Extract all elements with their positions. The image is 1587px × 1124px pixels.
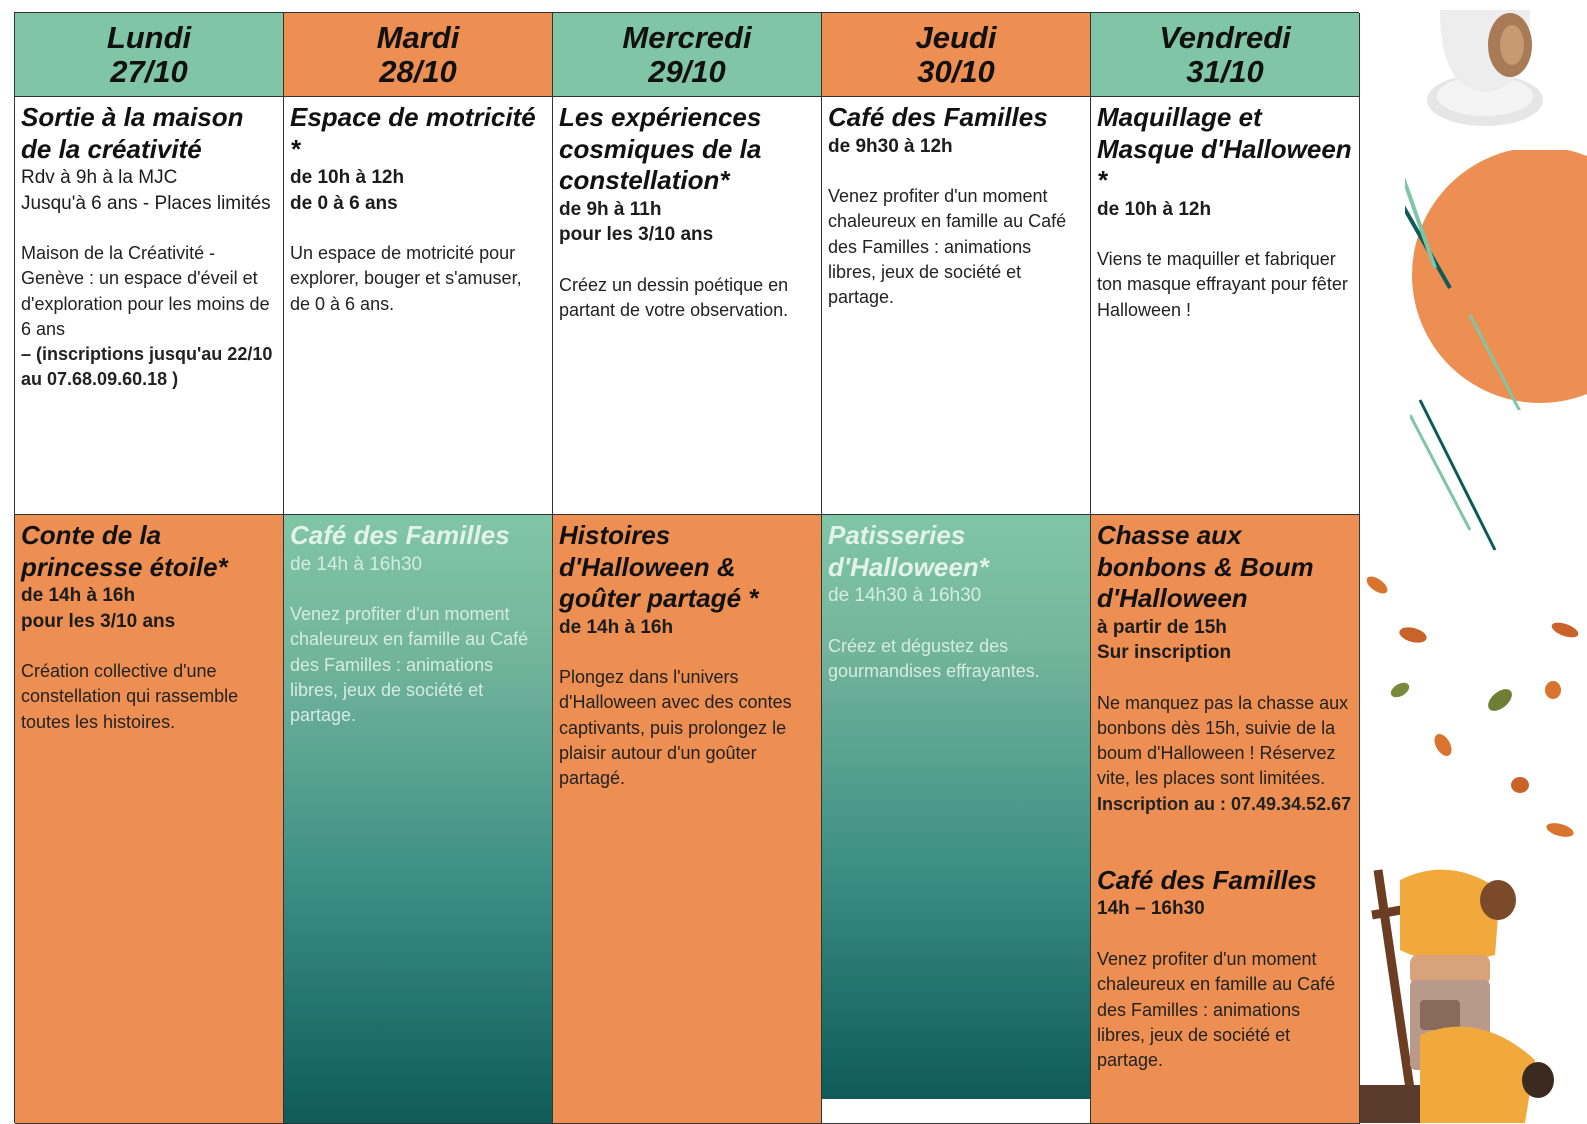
activity-audience: pour les 3/10 ans: [559, 224, 714, 245]
day-date: 30/10: [917, 53, 995, 89]
activity-description: Ne manquez pas la chasse aux bonbons dès 15h, suivie de la boum d'Halloween ! Réservez vite, les places sont limitées.: [1097, 692, 1349, 789]
afternoon-activity-vendredi: [1091, 515, 1360, 1124]
activity-time: Rdv à 9h à la MJC: [21, 167, 178, 188]
day-name: Vendredi: [1159, 19, 1291, 55]
activity-description: Venez profiter d'un moment chaleureux en famille au Café des Familles : animations libres, jeux de société et partage.: [828, 186, 1067, 308]
activity-audience: pour les 3/10 ans: [21, 610, 176, 632]
morning-activity-lundi: [15, 97, 284, 515]
activity-time: de 14h30 à 16h30: [828, 585, 982, 606]
accent-lines: [1410, 390, 1510, 560]
day-name: Mardi: [376, 19, 460, 55]
day-name: Lundi: [106, 19, 192, 55]
activity-title: Patisseries d'Halloween*: [828, 520, 989, 582]
day-date: 28/10: [379, 53, 457, 89]
activity-title: Maquillage et Masque d'Halloween *: [1097, 102, 1352, 195]
morning-activity-jeudi: [822, 97, 1091, 515]
activity-registration: Inscription au : 07.49.34.52.67: [1097, 793, 1352, 814]
activity-description: Plongez dans l'univers d'Halloween avec des contes captivants, puis prolongez le plaisir autour d'un goûter partagé.: [559, 667, 792, 789]
day-name: Mercredi: [622, 19, 752, 55]
morning-activity-mardi: [284, 97, 553, 515]
second-activity-title: Café des Familles: [1097, 864, 1317, 895]
activity-description: Venez profiter d'un moment chaleureux en famille au Café des Familles : animations libres, jeux de société et partage.: [290, 604, 529, 726]
activity-title: Histoires d'Halloween & goûter partagé *: [559, 520, 759, 613]
activity-time: de 9h à 11h: [559, 198, 662, 220]
day-date: 31/10: [1186, 53, 1264, 89]
activity-registration: – (inscriptions jusqu'au 22/10 au 07.68.09.60.18 ): [21, 344, 273, 390]
day-date: 29/10: [648, 53, 726, 89]
activity-audience: de 0 à 6 ans: [290, 192, 398, 214]
activity-time: de 9h30 à 12h: [828, 135, 953, 157]
activity-audience: Jusqu'à 6 ans - Places limités: [21, 192, 271, 214]
activity-description: Maison de la Créativité - Genève : un espace d'éveil et d'exploration pour les moins de 6 ans: [21, 243, 270, 339]
second-activity-time: 14h – 16h30: [1097, 898, 1205, 920]
coffee-cup-illustration: [1420, 0, 1550, 135]
activity-time: à partir de 15h: [1097, 616, 1227, 638]
day-header-vendredi: [1091, 13, 1360, 97]
day-header-jeudi: [822, 13, 1091, 97]
activity-title: Espace de motricité *: [290, 102, 536, 164]
day-date: 27/10: [110, 53, 188, 89]
activity-title: Conte de la princesse étoile*: [21, 520, 228, 582]
afternoon-activity-lundi: [15, 515, 284, 1124]
activity-time: de 14h à 16h30: [290, 553, 423, 575]
activity-time: de 10h à 12h: [1097, 198, 1212, 220]
activity-time: de 14h à 16h: [21, 585, 136, 606]
second-activity-description: Venez profiter d'un moment chaleureux en famille au Café des Familles : animations libres, jeux de société et partage.: [1097, 948, 1336, 1071]
orange-circle: [1405, 150, 1587, 410]
morning-activity-vendredi: [1091, 97, 1360, 515]
afternoon-activity-mardi: [284, 515, 553, 1124]
activity-title: Les expériences cosmiques de la constellation*: [559, 102, 762, 195]
afternoon-activity-jeudi: [822, 515, 1091, 1124]
activity-time: de 14h à 16h: [559, 616, 674, 638]
activity-description: Création collective d'une constellation qui rassemble toutes les histoires.: [21, 661, 239, 732]
morning-activity-mercredi: [553, 97, 822, 515]
day-name: Jeudi: [915, 19, 997, 55]
activity-description: Un espace de motricité pour explorer, bouger et s'amuser, de 0 à 6 ans.: [290, 243, 522, 314]
day-header-mardi: [284, 13, 553, 97]
afternoon-activity-mercredi: [553, 515, 822, 1124]
family-illustration: [1360, 860, 1587, 1123]
activity-time: de 10h à 12h: [290, 167, 405, 188]
activity-title: Chasse aux bonbons & Boum d'Halloween: [1097, 520, 1314, 613]
leaves-illustration: [1355, 560, 1587, 860]
activity-registration-note: Sur inscription: [1097, 642, 1232, 663]
activity-description: Créez et dégustez des gourmandises effrayantes.: [828, 635, 1040, 681]
activity-description: Viens te maquiller et fabriquer ton masque effrayant pour fêter Halloween !: [1097, 249, 1348, 320]
activity-description: Créez un dessin poétique en partant de votre observation.: [559, 274, 789, 320]
activity-title: Café des Familles: [290, 520, 510, 550]
activity-title: Café des Familles: [828, 102, 1048, 132]
day-header-lundi: [15, 13, 284, 97]
weekly-schedule-table: [14, 12, 1359, 1123]
day-header-mercredi: [553, 13, 822, 97]
activity-title: Sortie à la maison de la créativité: [21, 102, 244, 164]
